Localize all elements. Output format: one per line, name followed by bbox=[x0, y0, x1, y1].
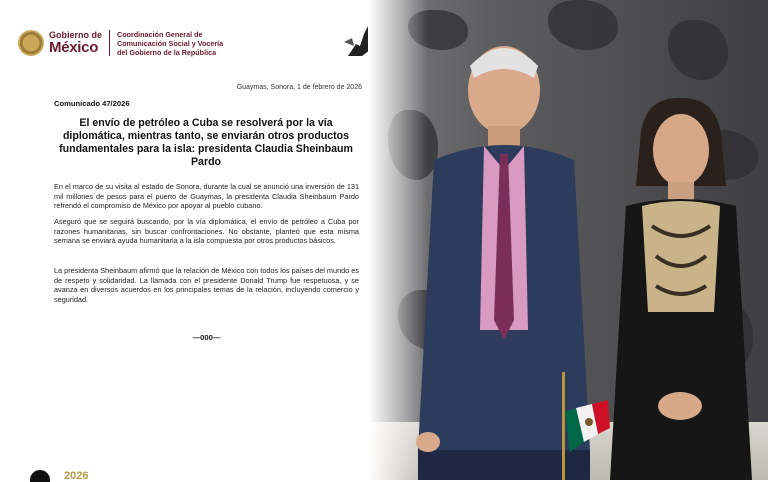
coord-line-2: Comunicación Social y Vocería bbox=[117, 38, 224, 48]
paragraph-1: En el marco de su visita al estado de Sonora, durante la cual se anunció una inversión de 131 mil millones de pesos para el puerto de Guaymas, la presidenta Claudia Sheinbaum Pardo refrendó el compromiso de México por apoyar al pueblo cubano. bbox=[54, 182, 359, 211]
leaders-photo bbox=[368, 0, 768, 480]
footer-year: 2026 bbox=[64, 470, 89, 482]
wall-relief-tile bbox=[668, 20, 728, 80]
header-logos bbox=[18, 26, 223, 60]
mexican-flag-icon bbox=[558, 372, 612, 480]
paragraph-3: La presidenta Sheinbaum afirmó que la relación de México con todos los países del mundo es de respeto y solidaridad. La llamada con el presidente Donald Trump fue respetuosa, y se avanza en diversos acuerdos en los principales temas de la relación, incluyendo comercio y seguridad. bbox=[54, 266, 359, 304]
coord-line-1: Coordinación General de bbox=[117, 29, 203, 39]
mexico-seal-icon bbox=[18, 30, 44, 56]
end-mark: —000— bbox=[192, 333, 221, 342]
coord-line-3: del Gobierno de la República bbox=[117, 47, 217, 57]
footer bbox=[30, 470, 88, 482]
logo-small-text: Gobierno de bbox=[49, 30, 103, 40]
paragraph-2: Aseguró que se seguirá buscando, por la vía diplomática, el envío de petróleo a Cuba por razones humanitarias, sin buscar confrontaciones. No obstante, planteó que esta misma semana se enviará ayuda humanitaria a la isla compuesta por otros productos básicos. bbox=[54, 217, 359, 246]
logo-big-text: México bbox=[49, 39, 99, 56]
gobierno-de-mexico-logo bbox=[49, 31, 102, 55]
release-date: Guaymas, Sonora, 1 de febrero de 2026 bbox=[236, 84, 362, 91]
woman-in-embroidered-dress bbox=[596, 96, 766, 480]
release-title: El envío de petróleo a Cuba se resolverá por la vía diplomática, mientras tanto, se enviarán otros productos fundamentales para la isla: presidenta Claudia Sheinbaum Pardo bbox=[59, 117, 353, 168]
coordination-name bbox=[117, 30, 223, 57]
release-number: Comunicado 47/2026 bbox=[54, 99, 130, 108]
logo-divider bbox=[109, 30, 110, 56]
footer-logo-icon bbox=[30, 470, 50, 482]
